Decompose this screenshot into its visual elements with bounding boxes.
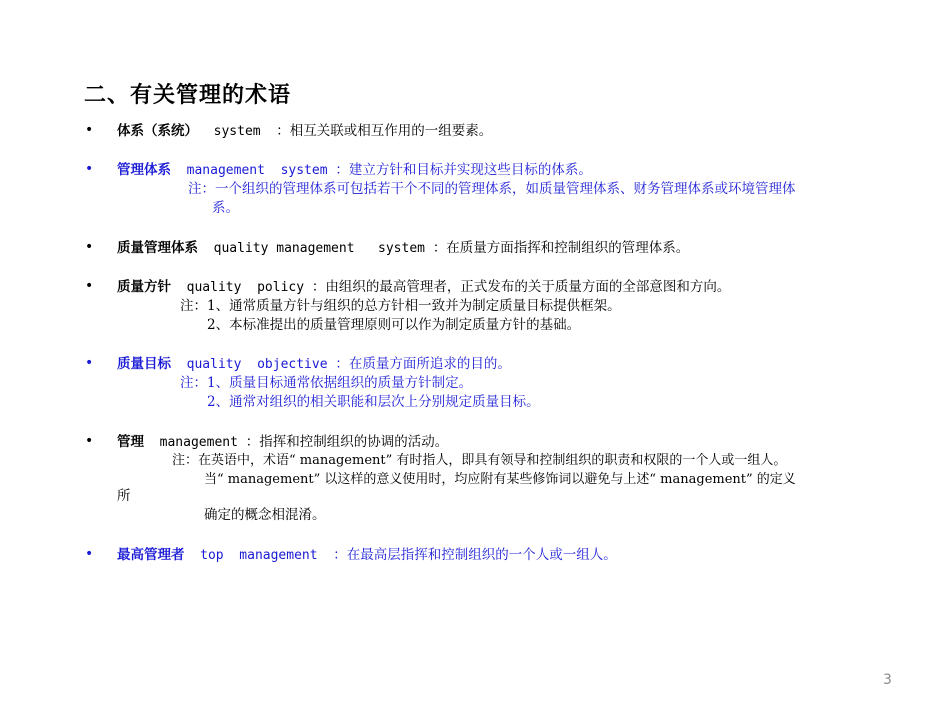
term-entry-quality-policy [117,278,730,297]
term-name: 管理体系 [117,162,171,178]
bullet: • [85,239,94,255]
term-note: 2、本标准提出的质量管理原则可以作为制定质量方针的基础。 [207,317,581,333]
term-note: 当“ management” 以这样的意义使用时，均应附有某些修饰词以避免与上述“ management” 的定义 [204,472,796,487]
term-definition: ：在质量方面所追求的目的。 [335,356,511,372]
term-english: quality policy [171,280,312,295]
term-entry-system [117,122,492,141]
term-english: top management [184,548,334,563]
term-note: 注：1、质量目标通常依据组织的质量方针制定。 [180,375,473,391]
page-number: 3 [883,672,892,688]
term-english: management system [171,163,336,178]
term-definition: ：在最高层指挥和控制组织的一个人或一组人。 [333,547,617,563]
term-entry-management [117,433,448,452]
term-english: quality objective [171,357,336,372]
bullet: • [85,122,94,138]
term-entry-top-management [117,546,617,565]
term-entry-quality-objective [117,355,511,374]
bullet: • [85,278,94,294]
slide-title: 二、有关管理的术语 [84,83,292,108]
term-name: 质量目标 [117,356,171,372]
term-english: quality management system [198,241,433,256]
term-definition: ：建立方针和目标并实现这些目标的体系。 [335,162,592,178]
term-name: 最高管理者 [117,547,185,563]
term-note: 2、通常对组织的相关职能和层次上分别规定质量目标。 [207,394,540,410]
term-note-continued: 系。 [212,200,239,216]
term-definition: ：在质量方面指挥和控制组织的管理体系。 [432,240,690,256]
term-note: 注：1、通常质量方针与组织的总方针相一致并为制定质量目标提供框架。 [180,298,621,314]
term-entry-management-system [117,161,592,180]
term-name: 管理 [117,434,144,450]
bullet: • [85,433,94,449]
term-definition: ：由组织的最高管理者，正式发布的关于质量方面的全部意图和方向。 [311,279,731,295]
term-note: 注：在英语中，术语“ management” 有时指人，即具有领导和控制组织的职责和权限的一个人或一组人。 [172,453,787,468]
term-name: 质量方针 [117,279,171,295]
term-entry-qms [117,239,689,258]
term-note: 注：一个组织的管理体系可包括若干个不同的管理体系，如质量管理体系、财务管理体系或环境管理体 [188,181,796,197]
term-note: 确定的概念相混淆。 [204,507,326,523]
term-name: 体系（系统） [117,123,198,139]
term-english: system [198,124,277,139]
bullet: • [85,355,94,371]
term-english: management [144,435,246,450]
term-definition: ：指挥和控制组织的协调的活动。 [245,434,449,450]
term-name: 质量管理体系 [117,240,198,256]
bullet: • [85,546,94,562]
term-note: 所 [117,488,131,504]
bullet: • [85,161,94,177]
term-definition: ：相互关联或相互作用的一组要素。 [276,123,493,139]
